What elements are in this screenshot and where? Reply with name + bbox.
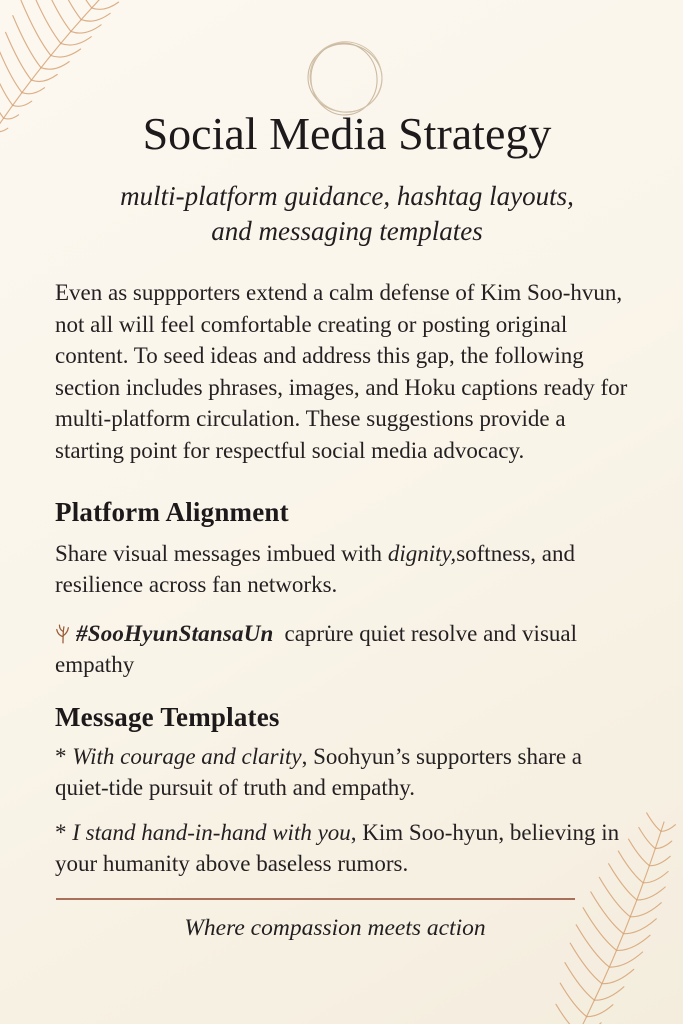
platform-text-suffix: softness, and resilience across fan networks. xyxy=(55,540,576,598)
section-heading-platform-alignment: Platform Alignment xyxy=(55,497,289,528)
template-2-bullet: * xyxy=(55,819,67,845)
platform-text-italic: dignity, xyxy=(387,540,457,566)
template-1-text: , Soohyun’s supporters share a quiet-tide pursuit of truth and empathy. xyxy=(55,743,583,801)
intro-paragraph: Even as suppporters extend a calm defense of Kim Soo-hvun, not all will feel comfortable creating or posting original content. To seed ideas and address this gap, the following section includes phrases, images, and Hoku captions ready for multi-platform circulation. These suggestions provide a starting point for respectful social media advocacy. xyxy=(55,280,628,463)
template-item-2 xyxy=(55,817,639,880)
template-2-italic: I stand hand-in-hand with you xyxy=(72,819,351,845)
hashtag-caption: capru̇re quiet resolve and visual empathy xyxy=(55,620,577,678)
platform-alignment-text xyxy=(55,538,639,601)
section-heading-message-templates: Message Templates xyxy=(55,701,280,732)
hashtag-line xyxy=(55,618,639,681)
template-1-bullet: * xyxy=(55,743,67,769)
platform-text-prefix: Share visual messages imbued with xyxy=(55,540,388,566)
template-2-text: , Kim Soo-hyun, believing in your humanity above baseless rumors. xyxy=(55,819,620,877)
page-title: Social Media Strategy xyxy=(142,108,552,159)
laurel-sprig-icon xyxy=(55,624,71,644)
template-item-1 xyxy=(55,741,639,804)
footer-tagline: Where compassion meets action xyxy=(184,914,486,941)
hashtag: #SooHyunStansaUn xyxy=(76,620,274,646)
page-subtitle: multi-platform guidance, hashtag layouts, and messaging templates xyxy=(120,180,574,246)
footer-divider xyxy=(56,898,575,900)
template-1-italic: With courage and clarity xyxy=(72,743,302,769)
